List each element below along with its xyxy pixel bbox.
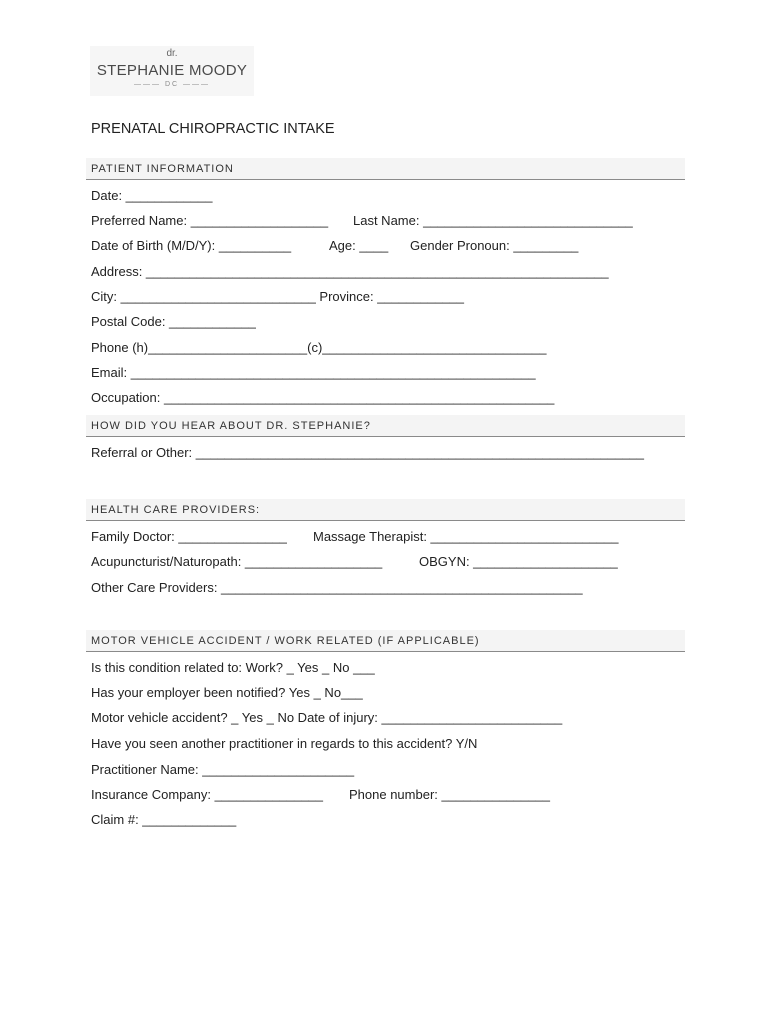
- logo-tagline: ——— DC ———: [134, 81, 210, 88]
- motor-vehicle-accident-field[interactable]: Motor vehicle accident? _ Yes _ No Date of injury: _________________________: [91, 710, 563, 725]
- age-field[interactable]: Age: ____: [329, 238, 389, 253]
- massage-therapist-field[interactable]: Massage Therapist: __________________________: [313, 529, 619, 544]
- phone-field[interactable]: Phone (h)______________________(c)_______________________________: [91, 340, 547, 355]
- section-title: PATIENT INFORMATION: [91, 163, 234, 175]
- section-title: HEALTH CARE PROVIDERS:: [91, 504, 261, 516]
- employer-notified-field[interactable]: Has your employer been notified? Yes _ No___: [91, 685, 363, 700]
- logo-prefix: dr.: [166, 48, 178, 59]
- other-care-providers-field[interactable]: Other Care Providers: __________________________________________________: [91, 580, 583, 595]
- section-header-patient-information: [86, 158, 685, 180]
- date-field[interactable]: Date: ____________: [91, 188, 213, 203]
- seen-practitioner-field[interactable]: Have you seen another practitioner in regards to this accident? Y/N: [91, 736, 478, 751]
- address-field[interactable]: Address: ________________________________________________________________: [91, 264, 609, 279]
- section-header-accident: [86, 630, 685, 652]
- document-title: PRENATAL CHIROPRACTIC INTAKE: [91, 121, 335, 137]
- acupuncturist-field[interactable]: Acupuncturist/Naturopath: ___________________: [91, 554, 383, 569]
- occupation-field[interactable]: Occupation: ______________________________________________________: [91, 390, 555, 405]
- section-header-how-did-you-hear: [86, 415, 685, 437]
- section-title: HOW DID YOU HEAR ABOUT DR. STEPHANIE?: [91, 420, 371, 432]
- insurance-company-field[interactable]: Insurance Company: _______________: [91, 787, 324, 802]
- postal-code-field[interactable]: Postal Code: ____________: [91, 314, 256, 329]
- practitioner-name-field[interactable]: Practitioner Name: _____________________: [91, 762, 355, 777]
- city-province-field[interactable]: City: ___________________________ Province: ____________: [91, 289, 464, 304]
- condition-related-field[interactable]: Is this condition related to: Work? _ Yes _ No ___: [91, 660, 375, 675]
- gender-pronoun-field[interactable]: Gender Pronoun: _________: [410, 238, 579, 253]
- family-doctor-field[interactable]: Family Doctor: _______________: [91, 529, 287, 544]
- obgyn-field[interactable]: OBGYN: ____________________: [419, 554, 618, 569]
- section-title: MOTOR VEHICLE ACCIDENT / WORK RELATED (IF APPLICABLE): [91, 635, 480, 647]
- preferred-name-field[interactable]: Preferred Name: ___________________: [91, 213, 329, 228]
- logo-name: STEPHANIE MOODY: [96, 62, 248, 79]
- referral-field[interactable]: Referral or Other: ______________________________________________________________: [91, 445, 645, 460]
- section-header-health-care-providers: [86, 499, 685, 521]
- last-name-field[interactable]: Last Name: _____________________________: [353, 213, 633, 228]
- insurance-phone-field[interactable]: Phone number: _______________: [349, 787, 550, 802]
- date-of-birth-field[interactable]: Date of Birth (M/D/Y): __________: [91, 238, 292, 253]
- claim-number-field[interactable]: Claim #: _____________: [91, 812, 237, 827]
- clinic-logo: [90, 46, 254, 96]
- email-field[interactable]: Email: ________________________________________________________: [91, 365, 536, 380]
